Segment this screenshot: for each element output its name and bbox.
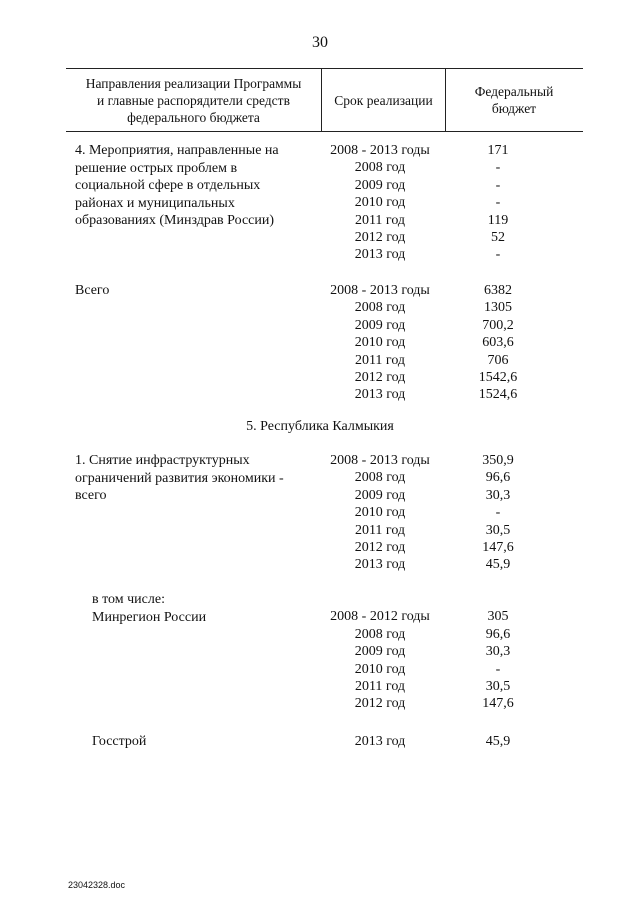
period-cell: 2013 год	[354, 247, 406, 263]
budget-cell: 147,6	[482, 696, 514, 712]
budget-cell: 45,9	[485, 557, 511, 573]
table-row	[0, 369, 640, 386]
table-row	[0, 695, 640, 712]
table-row	[0, 733, 640, 750]
budget-cell: 45,9	[485, 734, 511, 749]
table-row	[0, 194, 640, 211]
period-cell: 2012 год	[354, 369, 406, 385]
budget-cell: -	[495, 247, 501, 263]
budget-cell: 706	[487, 352, 509, 368]
budget-cell: 1542,6	[478, 369, 518, 385]
period-cell: 2008 год	[354, 626, 406, 642]
block-gosstroy	[0, 733, 640, 751]
period-cell: 2008 - 2012 годы	[330, 609, 430, 625]
table-body	[0, 142, 640, 751]
budget-cell: 30,3	[485, 487, 511, 503]
block-infrastructure	[0, 452, 640, 574]
table-row	[0, 212, 640, 229]
budget-cell: 350,9	[482, 453, 514, 468]
row-description: 1. Снятие инфраструктурных ограничений развития экономики - всего	[75, 453, 284, 503]
period-cell: 2013 год	[354, 734, 406, 749]
period-cell: 2008 год	[354, 300, 406, 316]
table-header	[66, 68, 583, 132]
table-row	[0, 643, 640, 660]
budget-cell: 96,6	[485, 626, 511, 642]
table-row	[0, 282, 640, 299]
budget-cell: 6382	[484, 283, 512, 298]
table-row	[0, 246, 640, 263]
table-row	[0, 386, 640, 403]
block-total	[0, 282, 640, 404]
budget-cell: -	[495, 160, 501, 176]
table-row	[0, 142, 640, 159]
table-row	[0, 317, 640, 334]
row-description: Госстрой	[92, 734, 147, 749]
budget-cell: 52	[491, 229, 505, 245]
header-federal-budget: Федеральный бюджет	[474, 84, 554, 116]
period-cell: 2013 год	[354, 557, 406, 573]
period-cell: 2011 год	[354, 678, 406, 694]
period-cell: 2008 год	[354, 470, 406, 486]
block-minregion	[0, 591, 640, 713]
period-cell: 2011 год	[354, 212, 406, 228]
table-row	[0, 608, 640, 625]
budget-cell: 30,5	[485, 522, 511, 538]
table-row	[0, 229, 640, 246]
period-cell: 2012 год	[354, 696, 406, 712]
file-name-footer: 23042328.doc	[68, 880, 126, 890]
period-cell: 2009 год	[354, 317, 406, 333]
table-row	[0, 539, 640, 556]
row-description: 4. Мероприятия, направленные на решение острых проблем в социальной сфере в отдельных районах и муниципальных образованиях (Минздрав России)	[75, 143, 279, 228]
table-row	[0, 591, 640, 608]
table-row	[0, 334, 640, 351]
table-row	[0, 522, 640, 539]
period-cell: 2008 год	[354, 160, 406, 176]
period-cell: 2009 год	[354, 644, 406, 660]
period-cell: 2009 год	[354, 487, 406, 503]
period-cell: 2013 год	[354, 387, 406, 403]
table-row	[0, 626, 640, 643]
table-row	[0, 678, 640, 695]
header-period: Срок реализации	[321, 69, 446, 131]
table-row	[0, 352, 640, 369]
period-cell: 2009 год	[354, 177, 406, 193]
budget-cell: -	[495, 177, 501, 193]
budget-cell: 119	[487, 212, 509, 228]
period-cell: 2010 год	[354, 661, 406, 677]
table-row	[0, 487, 640, 504]
period-cell: 2011 год	[354, 522, 406, 538]
table-row	[0, 504, 640, 521]
period-cell: 2010 год	[354, 335, 406, 351]
period-cell: 2011 год	[354, 352, 406, 368]
budget-cell: 171	[487, 143, 509, 158]
table-row	[0, 299, 640, 316]
period-cell: 2010 год	[354, 195, 406, 211]
period-cell: 2008 - 2013 годы	[330, 143, 430, 158]
budget-cell: 1305	[484, 300, 512, 316]
budget-cell: -	[495, 661, 501, 677]
period-cell: 2012 год	[354, 539, 406, 555]
table-row	[0, 661, 640, 678]
table-row	[0, 452, 640, 469]
budget-cell: 700,2	[482, 317, 514, 333]
budget-cell: 30,5	[485, 678, 511, 694]
table-row	[0, 177, 640, 194]
section-title: 5. Республика Калмыкия	[246, 419, 394, 434]
row-description: в том числе: Минрегион России	[92, 592, 207, 625]
period-cell: 2008 - 2013 годы	[330, 283, 430, 298]
period-cell: 2012 год	[354, 229, 406, 245]
page-number: 30	[312, 34, 328, 51]
block-measures-social	[0, 142, 640, 264]
budget-cell: 30,3	[485, 644, 511, 660]
budget-cell: -	[495, 195, 501, 211]
table-row	[0, 556, 640, 573]
table-row	[0, 469, 640, 486]
period-cell: 2008 - 2013 годы	[330, 453, 430, 468]
table-row	[0, 159, 640, 176]
row-description: Всего	[75, 283, 110, 298]
budget-cell: 305	[487, 609, 509, 625]
budget-cell: 147,6	[482, 539, 514, 555]
budget-cell: -	[495, 505, 501, 521]
budget-cell: 603,6	[482, 335, 514, 351]
budget-cell: 1524,6	[478, 387, 518, 403]
header-directions: Направления реализации Программы и главные распорядители средств федерального бюджета	[85, 75, 302, 125]
period-cell: 2010 год	[354, 505, 406, 521]
budget-cell: 96,6	[485, 470, 511, 486]
